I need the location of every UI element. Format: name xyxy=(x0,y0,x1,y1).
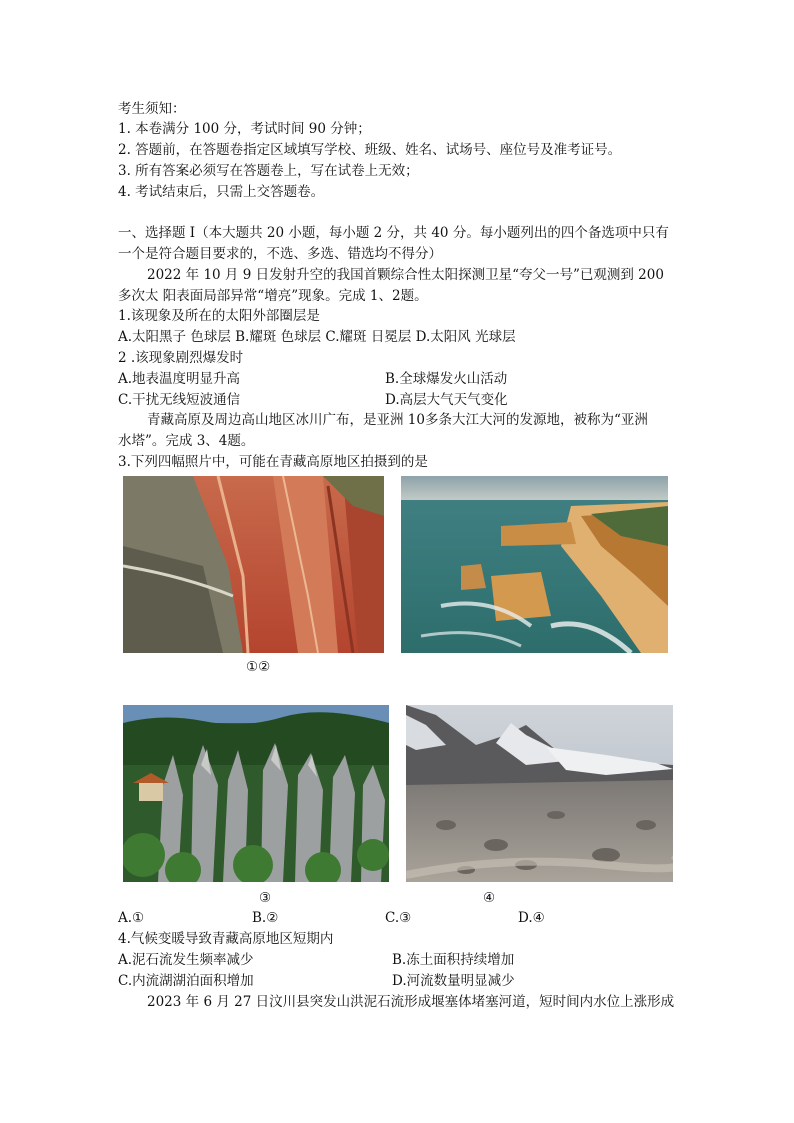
section-heading-line-2: 一个是符合题目要求的，不选、多选、错选均不得分） xyxy=(118,246,442,262)
photo-caption-1-2: ①② xyxy=(246,659,271,675)
question-1-options: A.太阳黑子 色球层 B.耀斑 色球层 C.耀斑 日冕层 D.太阳风 光球层 xyxy=(118,329,516,345)
question-2-option-b: B.全球爆发火山活动 xyxy=(385,371,508,387)
glacier-valley-photo xyxy=(406,705,673,882)
question-4-option-a: A.泥石流发生频率减少 xyxy=(118,952,254,968)
notice-item-4: 4. 考试结束后，只需上交答题卷。 xyxy=(118,184,325,200)
question-2-option-d: D.高层大气天气变化 xyxy=(385,392,508,408)
question-3-option-b: B.② xyxy=(252,910,279,926)
question-2-option-c: C.干扰无线短波通信 xyxy=(118,392,241,408)
passage-1-line-2: 多次太 阳表面局部异常“增亮”现象。完成 1、2题。 xyxy=(118,288,428,304)
question-4-option-c: C.内流湖湖泊面积增加 xyxy=(118,973,254,989)
question-2-option-a: A.地表温度明显升高 xyxy=(118,371,241,387)
photo-caption-3: ③ xyxy=(259,890,272,906)
question-1-stem: 1.该现象及所在的太阳外部圈层是 xyxy=(118,308,320,324)
passage-2-line-2: 水塔”。完成 3、4题。 xyxy=(118,433,255,449)
question-4-stem: 4.气候变暖导致青藏高原地区短期内 xyxy=(118,931,334,947)
question-3-option-c: C.③ xyxy=(385,910,412,926)
section-heading-line-1: 一、选择题 I（本大题共 20 小题，每小题 2 分，共 40 分。每小题列出的四个备选项中只有 xyxy=(118,225,669,241)
notice-item-1: 1. 本卷满分 100 分，考试时间 90 分钟； xyxy=(118,121,371,137)
question-2-stem: 2 .该现象剧烈爆发时 xyxy=(118,350,244,366)
question-4-option-b: B.冻土面积持续增加 xyxy=(392,952,515,968)
notice-title: 考生须知： xyxy=(118,101,186,117)
question-3-stem: 3.下列四幅照片中，可能在青藏高原地区拍摄到的是 xyxy=(118,454,428,470)
passage-1-line-1: 2022 年 10 月 9 日发射升空的我国首颗综合性太阳探测卫星“夸父一号”已观测到 200 xyxy=(147,267,664,283)
passage-3-line-1: 2023 年 6 月 27 日汶川县突发山洪泥石流形成堰塞体堵塞河道，短时间内水位上涨形成 xyxy=(147,994,675,1010)
question-4-option-d: D.河流数量明显减少 xyxy=(392,973,515,989)
notice-item-2: 2. 答题前，在答题卷指定区域填写学校、班级、姓名、试场号、座位号及准考证号。 xyxy=(118,142,622,158)
coast-photo xyxy=(401,476,668,653)
notice-item-3: 3. 所有答案必须写在答题卷上，写在试卷上无效； xyxy=(118,163,419,179)
passage-2-line-1: 青藏高原及周边高山地区冰川广布，是亚洲 10多条大江大河的发源地，被称为“亚洲 xyxy=(147,412,648,428)
question-3-option-a: A.① xyxy=(118,910,145,926)
canyon-photo xyxy=(123,476,384,653)
photo-caption-4: ④ xyxy=(483,890,496,906)
question-3-option-d: D.④ xyxy=(518,910,545,926)
stone-forest-photo xyxy=(123,705,389,882)
